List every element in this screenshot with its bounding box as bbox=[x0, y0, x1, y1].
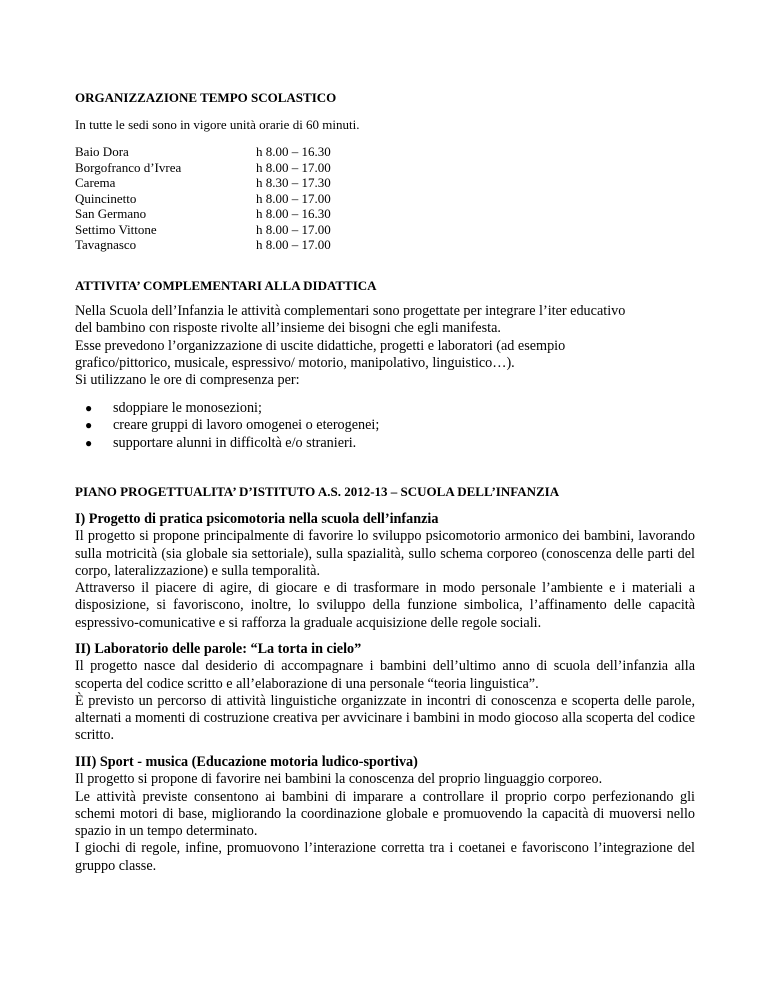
schedule-hours: h 8.30 – 17.30 bbox=[256, 175, 331, 190]
schedule-hours: h 8.00 – 17.00 bbox=[256, 159, 331, 175]
schedule-town: Borgofranco d’Ivrea bbox=[75, 159, 182, 175]
list-item-text: creare gruppi di lavoro omogenei o eterogenei; bbox=[113, 417, 380, 434]
section-title-organizzazione: ORGANIZZAZIONE TEMPO SCOLASTICO bbox=[75, 90, 337, 105]
schedule-row bbox=[75, 160, 331, 176]
project-text: Attraverso il piacere di agire, di giocare e di trasformare in modo personale l’ambiente e i materiali a disposizione, si favoriscono, inoltre, lo sviluppo della funzione simbolica, l’affinamento delle capacità espressivo-comunicative e si rafforza la graduale acquisizione delle regole sociali. bbox=[75, 580, 695, 631]
project-2 bbox=[75, 641, 695, 745]
schedule-hours: h 8.00 – 17.00 bbox=[256, 237, 331, 252]
project-text: Il progetto nasce dal desiderio di accompagnare i bambini dell’ultimo anno di scuola dell’infanzia alla scoperta del codice scritto e all’elaborazione di una personale “teoria linguistica”. bbox=[75, 658, 695, 692]
list-item bbox=[75, 435, 379, 452]
paragraph-line: Nella Scuola dell’Infanzia le attività complementari sono progettate per integrare l’iter educativo bbox=[75, 303, 626, 319]
schedule-row bbox=[75, 144, 331, 160]
schedule-town: Baio Dora bbox=[75, 144, 129, 159]
project-heading: I) Progetto di pratica psicomotoria nella scuola dell’infanzia bbox=[75, 511, 439, 527]
section-title-attivita: ATTIVITA’ COMPLEMENTARI ALLA DIDATTICA bbox=[75, 278, 377, 293]
section-title-piano: PIANO PROGETTUALITA’ D’ISTITUTO A.S. 2012-13 – SCUOLA DELL’INFANZIA bbox=[75, 484, 560, 499]
project-heading: III) Sport - musica (Educazione motoria ludico-sportiva) bbox=[75, 754, 418, 770]
schedule-town: Carema bbox=[75, 175, 116, 190]
schedule-hours: h 8.00 – 16.30 bbox=[256, 206, 331, 221]
project-heading: II) Laboratorio delle parole: “La torta in cielo” bbox=[75, 641, 362, 657]
attivita-paragraph bbox=[75, 303, 695, 389]
schedule-row bbox=[75, 175, 331, 191]
project-text: È previsto un percorso di attività linguistiche organizzate in incontri di conoscenza e scoperta delle parole, alternati a momenti di costruzione creativa per avvicinare i bambini in modo giocoso alla scoperta del codice scritto. bbox=[75, 692, 695, 744]
schedule-row bbox=[75, 191, 331, 207]
project-1 bbox=[75, 511, 695, 632]
intro-text: In tutte le sedi sono in vigore unità orarie di 60 minuti. bbox=[75, 117, 360, 132]
paragraph-line: Esse prevedono l’organizzazione di uscite didattiche, progetti e laboratori (ad esempio bbox=[75, 337, 566, 354]
schedule-town: San Germano bbox=[75, 206, 147, 221]
list-item-text: supportare alunni in difficoltà e/o stranieri. bbox=[113, 434, 357, 451]
project-text: Il progetto si propone di favorire nei bambini la conoscenza del proprio linguaggio corporeo. bbox=[75, 771, 603, 788]
project-text: I giochi di regole, infine, promuovono l’interazione corretta tra i coetanei e favoriscono l’integrazione del gruppo classe. bbox=[75, 840, 695, 874]
schedule-row bbox=[75, 222, 331, 238]
project-text: Le attività previste consentono ai bambini di imparare a controllare il proprio corpo perfezionando gli schemi motori di base, migliorando la coordinazione globale e promuovendo la capacità di muoversi nello spazio in un tempo determinato. bbox=[75, 788, 695, 840]
paragraph-line: grafico/pittorico, musicale, espressivo/ motorio, manipolativo, linguistico…). bbox=[75, 354, 515, 371]
project-3 bbox=[75, 754, 695, 875]
schedule-row bbox=[75, 206, 331, 222]
bullet-icon: ● bbox=[85, 435, 93, 450]
schedule-hours: h 8.00 – 17.00 bbox=[256, 221, 331, 237]
list-item bbox=[75, 400, 379, 417]
schedule-table bbox=[75, 144, 331, 253]
paragraph-line: del bambino con risposte rivolte all’insieme dei bisogni che egli manifesta. bbox=[75, 320, 501, 337]
list-item bbox=[75, 417, 379, 434]
list-item-text: sdoppiare le monosezioni; bbox=[113, 400, 262, 416]
schedule-row bbox=[75, 237, 331, 253]
bullet-icon: ● bbox=[85, 418, 93, 433]
bullet-list bbox=[75, 400, 379, 452]
bullet-icon: ● bbox=[85, 401, 93, 415]
project-text: Il progetto si propone principalmente di favorire lo sviluppo psicomotorio armonico dei bambini, lavorando sulla motricità (sia globale sia settoriale), sulla spazialità, sullo schema corporeo (conoscenza delle parti del corpo, lateralizzazione) e sulla temporalità. bbox=[75, 528, 695, 579]
schedule-hours: h 8.00 – 17.00 bbox=[256, 190, 331, 206]
schedule-town: Settimo Vittone bbox=[75, 221, 157, 237]
schedule-hours: h 8.00 – 16.30 bbox=[256, 144, 331, 159]
schedule-town: Tavagnasco bbox=[75, 237, 137, 252]
paragraph-line: Si utilizzano le ore di compresenza per: bbox=[75, 372, 300, 389]
schedule-town: Quincinetto bbox=[75, 190, 137, 206]
